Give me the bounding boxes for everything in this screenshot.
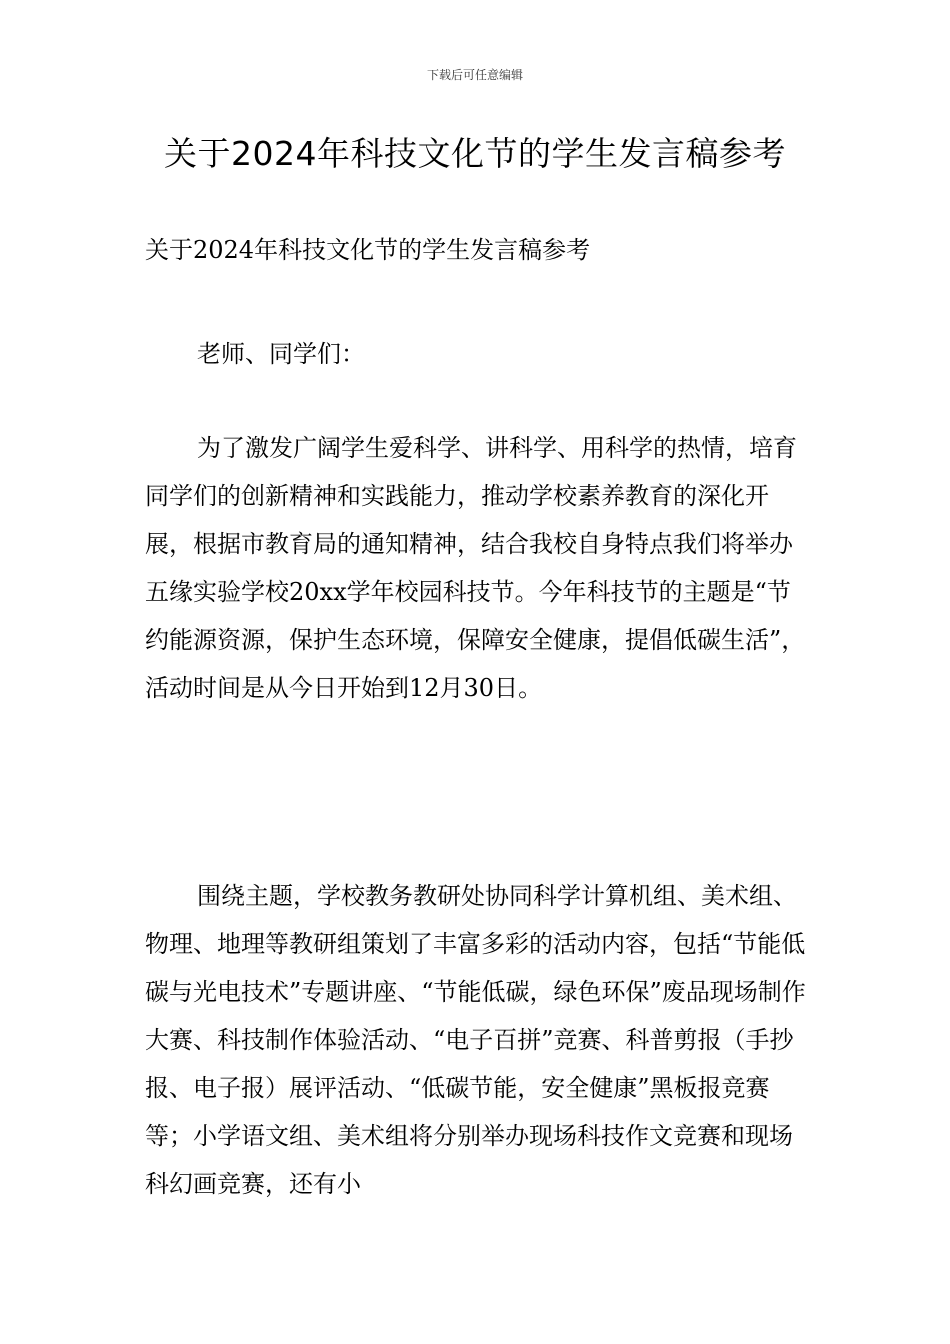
header-note: 下载后可任意编辑 — [426, 68, 523, 82]
paragraph-1: 为了激发广阔学生爱科学、讲科学、用科学的热情，培育同学们的创新精神和实践能力，推动学校素养教育的深化开展，根据市教育局的通知精神，结合我校自身特点我们将举办五缘实验学校20xx学年校园科技节。今年科技节的主题是“节约能源资源，保护生态环境，保障安全健康，提倡低碳生活”，活动时间是从今日开始到12月30日。 — [145, 434, 806, 702]
salutation: 老师、同学们： — [197, 340, 365, 368]
paragraph-2: 围绕主题，学校教务教研处协同科学计算机组、美术组、物理、地理等教研组策划了丰富多彩的活动内容，包括“节能低碳与光电技术”专题讲座、“节能低碳，绿色环保”废品现场制作大赛、科技制作体验活动、“电子百拼”竞赛、科普剪报（手抄报、电子报）展评活动、“低碳节能，安全健康”黑板报竞赛等；小学语文组、美术组将分别举办现场科技作文竞赛和现场科幻画竞赛，还有小 — [145, 882, 806, 1198]
document-title: 关于2024年科技文化节的学生发言稿参考 — [164, 134, 786, 173]
document-subtitle: 关于2024年科技文化节的学生发言稿参考 — [145, 236, 591, 264]
